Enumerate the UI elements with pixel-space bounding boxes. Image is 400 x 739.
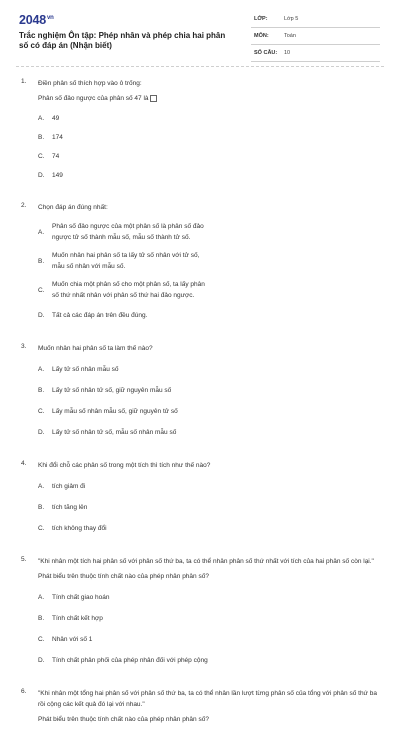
option-c[interactable]	[38, 150, 208, 162]
question-number: 2.	[21, 202, 27, 209]
option-text: Lấy mẫu số nhân mẫu số, giữ nguyên tử số	[52, 407, 178, 415]
option-text: 174	[52, 133, 63, 141]
option-b[interactable]	[38, 383, 210, 397]
meta-value: Toán	[284, 33, 296, 39]
option-text: tích giảm đi	[52, 482, 86, 490]
option-text: Tính chất phân phối của phép nhân đối với phép cộng	[52, 656, 208, 664]
option-c[interactable]	[38, 404, 208, 418]
options	[38, 590, 378, 674]
logo-text: 2048	[19, 13, 47, 27]
option-letter: B.	[38, 614, 45, 622]
question-list	[0, 78, 400, 739]
question-text: Chọn đáp án đúng nhất:	[38, 204, 108, 211]
question-1	[0, 78, 400, 188]
options	[38, 112, 378, 188]
option-b[interactable]	[38, 250, 210, 272]
option-b[interactable]	[38, 131, 210, 143]
option-a[interactable]	[38, 362, 208, 376]
option-letter: B.	[38, 257, 45, 265]
option-a[interactable]	[38, 112, 208, 124]
option-letter: C.	[38, 524, 45, 532]
option-letter: C.	[38, 407, 45, 415]
question-text: "Khi nhân một tích hai phân số với phân số thứ ba, ta có thể nhân phân số thứ nhất với tích của hai phân số còn lại."	[38, 558, 374, 565]
meta-value: Lớp 5	[284, 16, 299, 22]
meta-label: LỚP:	[254, 16, 268, 22]
question-5	[0, 556, 400, 674]
option-text: tích không thay đổi	[52, 524, 107, 532]
question-6	[0, 688, 400, 725]
question-number: 4.	[21, 460, 27, 467]
option-letter: D.	[38, 171, 45, 179]
question-subtext: Phát biểu trên thuộc tính chất nào của phép nhân phân số?	[38, 716, 209, 723]
meta-row-count	[251, 48, 380, 62]
option-letter: A.	[38, 593, 45, 601]
meta-label: MÔN:	[254, 33, 269, 39]
question-number: 1.	[21, 78, 27, 85]
option-a[interactable]	[38, 590, 208, 604]
option-text: Lấy tử số nhân tử số, mẫu số nhân mẫu số	[52, 428, 177, 436]
option-d[interactable]	[38, 425, 210, 439]
option-text: Muốn nhân hai phân số ta lấy tử số nhân với tử số, mẫu số nhân với mẫu số.	[52, 252, 200, 270]
meta-row-grade	[251, 14, 380, 28]
question-number: 6.	[21, 688, 27, 695]
option-text: 49	[52, 114, 60, 122]
option-c[interactable]	[38, 632, 208, 646]
question-subtext	[38, 93, 378, 104]
option-a[interactable]	[38, 221, 208, 243]
header	[0, 0, 400, 64]
question-number: 3.	[21, 343, 27, 350]
option-b[interactable]	[38, 500, 210, 514]
option-letter: A.	[38, 365, 45, 373]
option-text: Lấy tử số nhân tử số, giữ nguyên mẫu số	[52, 386, 172, 394]
question-subtext-text: Phân số đảo ngược của phân số 47 là	[38, 95, 149, 102]
option-text: Nhân với số 1	[52, 635, 93, 643]
option-text: Lấy tử số nhân mẫu số	[52, 365, 119, 373]
meta-box	[251, 14, 380, 65]
option-c[interactable]	[38, 521, 208, 535]
question-4	[0, 460, 400, 542]
option-letter: C.	[38, 635, 45, 643]
option-d[interactable]	[38, 653, 210, 667]
option-c[interactable]	[38, 279, 208, 301]
meta-label: SỐ CÂU:	[254, 50, 278, 56]
option-letter: D.	[38, 311, 45, 319]
option-text: 74	[52, 152, 60, 160]
question-text: Điền phân số thích hợp vào ô trống:	[38, 80, 142, 87]
option-letter: D.	[38, 428, 45, 436]
site-logo[interactable]	[19, 13, 54, 27]
option-letter: C.	[38, 152, 45, 160]
option-text: Tính chất giao hoán	[52, 593, 110, 601]
option-text: 149	[52, 171, 63, 179]
question-2	[0, 202, 400, 329]
option-letter: B.	[38, 503, 45, 511]
option-a[interactable]	[38, 479, 208, 493]
header-divider	[16, 66, 384, 67]
option-b[interactable]	[38, 611, 210, 625]
option-text: Muốn chia một phân số cho một phân số, ta lấy phân số thứ nhất nhân với phân số thứ hai đảo ngược.	[52, 281, 205, 299]
question-text: "Khi nhân một tổng hai phân số với phân số thứ ba, ta có thể nhân lần lượt từng phân số của tổng với phân số thứ ba rồi cộng các kết quả đó lại với nhau."	[38, 690, 377, 708]
option-d[interactable]	[38, 169, 210, 181]
question-3	[0, 343, 400, 446]
option-letter: A.	[38, 114, 45, 122]
option-letter: D.	[38, 656, 45, 664]
option-letter: C.	[38, 286, 45, 294]
option-letter: A.	[38, 482, 45, 490]
meta-row-subject	[251, 31, 380, 45]
question-text: Muốn nhân hai phân số ta làm thế nào?	[38, 345, 153, 352]
option-text: Phân số đảo ngược của một phân số là phân số đảo ngược tử số thành mẫu số, mẫu số thành tử số.	[52, 223, 204, 241]
logo-suffix: vn	[47, 14, 54, 21]
options	[38, 362, 378, 446]
question-number: 5.	[21, 556, 27, 563]
option-text: tích tăng lên	[52, 503, 88, 511]
meta-value: 10	[284, 50, 291, 56]
option-text: Tính chất kết hợp	[52, 614, 103, 622]
options	[38, 479, 378, 542]
option-text: Tất cả các đáp án trên đều đúng.	[52, 311, 148, 319]
option-letter: A.	[38, 228, 45, 236]
option-letter: B.	[38, 386, 45, 394]
option-d[interactable]	[38, 308, 210, 322]
page-title: Trắc nghiệm Ôn tập: Phép nhân và phép chia hai phân số có đáp án (Nhận biết)	[19, 31, 226, 50]
question-subtext: Phát biểu trên thuộc tính chất nào của phép nhân phân số?	[38, 573, 209, 580]
option-letter: B.	[38, 133, 45, 141]
options	[38, 221, 378, 329]
answer-box-icon	[150, 95, 157, 102]
question-text: Khi đổi chỗ các phân số trong một tích thì tích như thế nào?	[38, 462, 211, 469]
